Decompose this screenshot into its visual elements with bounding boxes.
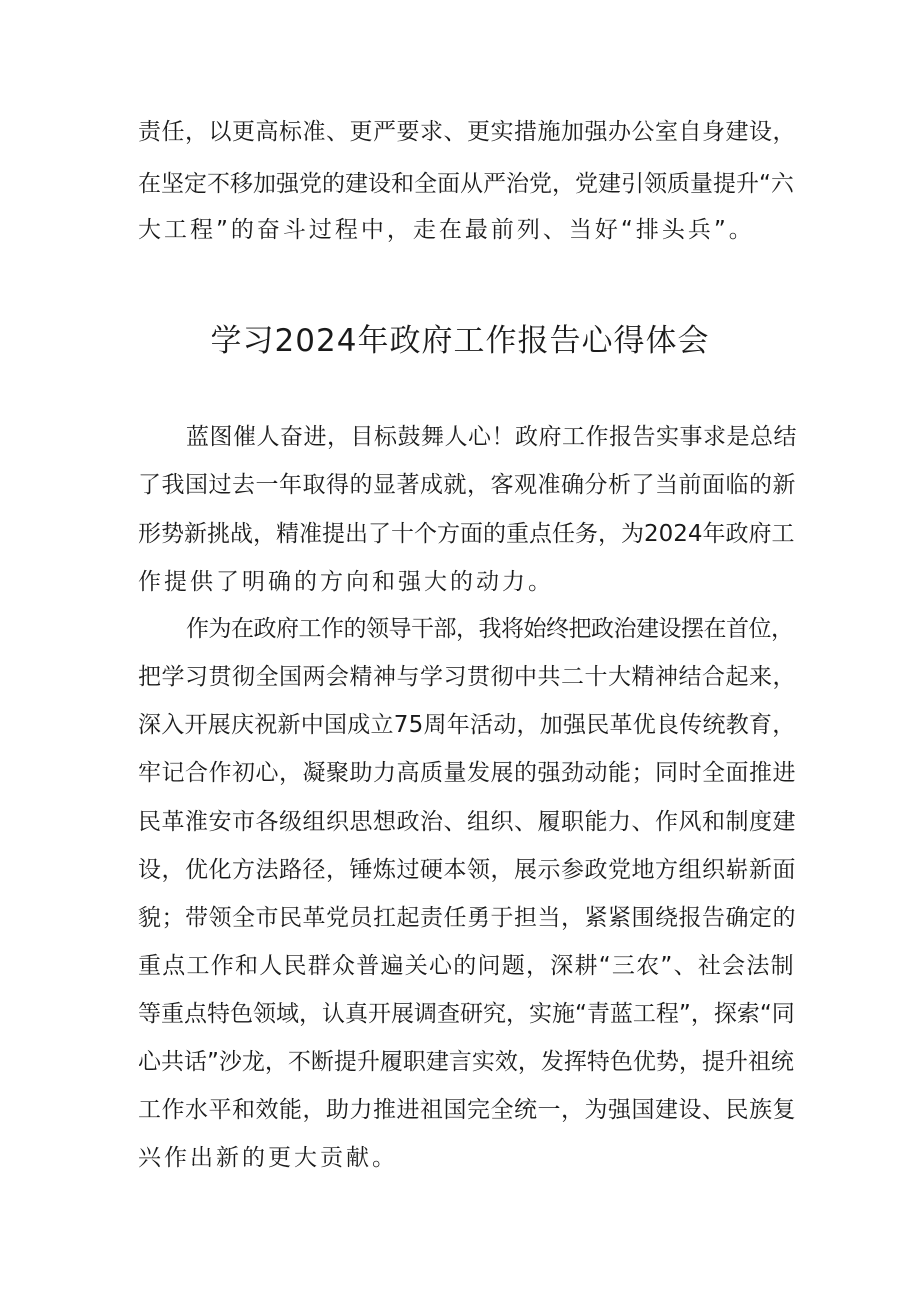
- paragraph-line: 把学习贯彻全国两会精神与学习贯彻中共二十大精神结合起来，: [138, 664, 796, 690]
- intro-line: 在坚定不移加强党的建设和全面从严治党，党建引领质量提升“六: [138, 171, 794, 197]
- paragraph-line: 作为在政府工作的领导干部，我将始终把政治建设摆在首位，: [186, 616, 794, 642]
- intro-line: 大工程”的奋斗过程中，走在最前列、当好“排头兵”。: [138, 217, 755, 243]
- paragraph-line: 心共话”沙龙，不断提升履职建言实效，发挥特色优势，提升祖统: [138, 1049, 794, 1075]
- paragraph-line: 民革淮安市各级组织思想政治、组织、履职能力、作风和制度建: [138, 809, 796, 835]
- paragraph-line: 蓝图催人奋进，目标鼓舞人心！政府工作报告实事求是总结: [186, 424, 797, 450]
- paragraph-line: 兴作出新的更大贡献。: [138, 1145, 398, 1171]
- paragraph-line: 工作水平和效能，助力推进祖国完全统一，为强国建设、民族复: [138, 1097, 796, 1123]
- paragraph-line: 了我国过去一年取得的显著成就，客观准确分析了当前面临的新: [138, 472, 796, 498]
- paragraph-line: 作提供了明确的方向和强大的动力。: [138, 569, 554, 595]
- document-title: 学习2024年政府工作报告心得体会: [210, 323, 710, 359]
- intro-line: 责任，以更高标准、更严要求、更实措施加强办公室自身建设，: [138, 119, 796, 145]
- paragraph-line: 重点工作和人民群众普遍关心的问题，深耕“三农”、社会法制: [138, 953, 795, 979]
- paragraph-line: 深入开展庆祝新中国成立75周年活动，加强民革优良传统教育，: [138, 712, 796, 738]
- paragraph-line: 貌；带领全市民革党员扛起责任勇于担当，紧紧围绕报告确定的: [138, 905, 796, 931]
- paragraph-line: 等重点特色领域，认真开展调查研究，实施“青蓝工程”，探索“同: [138, 1001, 795, 1027]
- paragraph-line: 牢记合作初心，凝聚助力高质量发展的强劲动能；同时全面推进: [138, 760, 796, 786]
- paragraph-line: 形势新挑战，精准提出了十个方面的重点任务，为2024年政府工: [138, 521, 795, 547]
- paragraph-line: 设，优化方法路径，锤炼过硬本领，展示参政党地方组织崭新面: [138, 857, 796, 883]
